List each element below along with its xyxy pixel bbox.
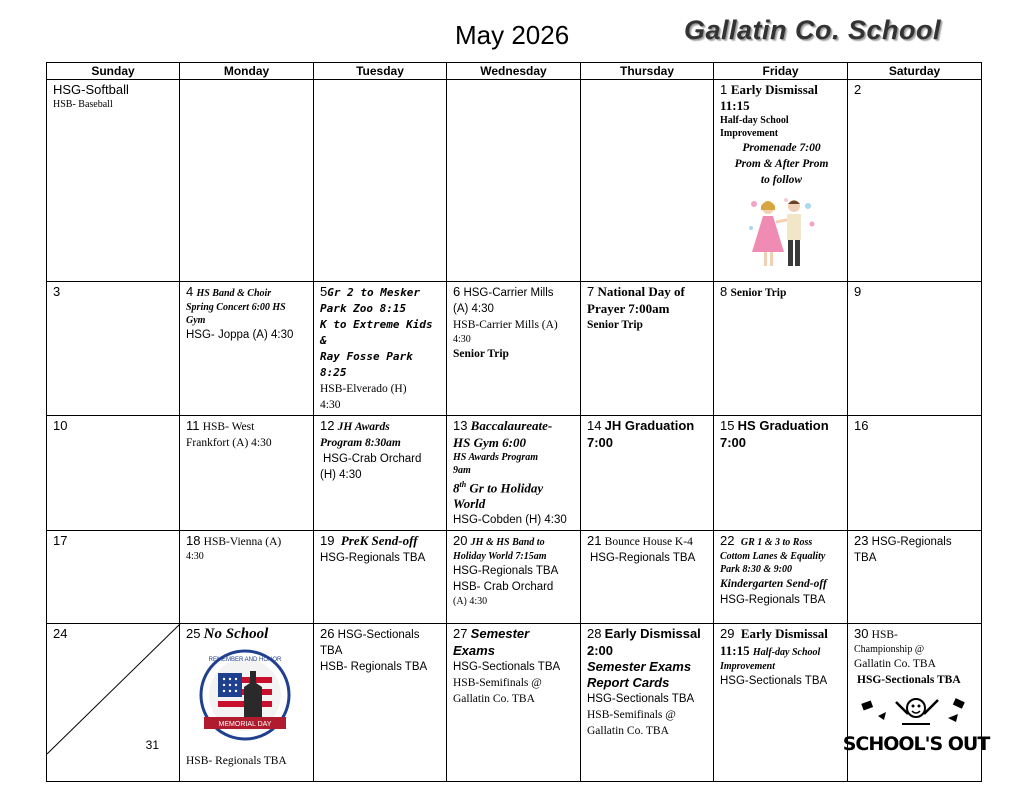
memorial-day-badge — [196, 647, 294, 747]
event-line: Program 8:30am — [320, 437, 401, 449]
event-line: Half-day School — [720, 115, 789, 126]
school-title: Gallatin Co. School — [684, 15, 942, 45]
event-line: TBA — [854, 552, 877, 565]
day-cell-week1-sunday — [47, 80, 180, 282]
day-cell-may-9 — [848, 282, 982, 416]
day-number: 30 — [854, 626, 869, 642]
event-line: JH & HS Band to — [470, 537, 545, 549]
event-line: 11:15 — [720, 643, 750, 659]
day-cell-may-2 — [848, 80, 982, 282]
week-row-2 — [47, 282, 982, 416]
day-number: 2 — [854, 82, 862, 97]
event-line: HSB- West — [202, 421, 255, 433]
weekday-friday: Friday — [714, 63, 848, 80]
day-number: 27 — [453, 626, 468, 642]
event-line: World — [453, 496, 486, 512]
ordinal-suffix: th — [459, 480, 467, 489]
event-line: K to Extreme Kids & — [320, 318, 433, 347]
week-row-3 — [47, 416, 982, 531]
event-line: HSG-Softball — [53, 82, 129, 97]
event-line: HS Awards Program — [453, 452, 539, 463]
day-cell-empty — [581, 80, 714, 282]
day-number: 3 — [53, 284, 61, 299]
day-cell-may-22 — [714, 531, 848, 624]
day-cell-may-18 — [180, 531, 314, 624]
day-cell-may-30 — [842, 624, 990, 782]
day-cell-may-10 — [47, 416, 180, 531]
day-number: 11 — [186, 418, 200, 433]
schools-out-graphic — [842, 694, 990, 758]
day-cell-empty — [447, 80, 581, 282]
event-line: HSG-Regionals TBA — [720, 594, 826, 607]
event-line: Cottom Lanes & Equality — [720, 551, 826, 563]
event-line: JH Awards — [337, 421, 390, 433]
event-line: HSB- Baseball — [53, 99, 113, 110]
event-line: HSB-Elverado (H) — [320, 383, 407, 395]
event-line: 4:30 — [186, 551, 204, 563]
event-line: Prom & After Prom — [734, 158, 829, 170]
event-line: Semester — [470, 626, 530, 642]
event-line: HSG-Sectionals — [337, 629, 420, 642]
day-cell-may-17 — [47, 531, 180, 624]
event-line: HSB-Carrier Mills (A) — [453, 319, 558, 331]
day-cell-may-13 — [447, 416, 581, 531]
week-row-5 — [47, 624, 982, 782]
weekday-tuesday: Tuesday — [314, 63, 447, 80]
day-number: 29 — [720, 626, 735, 642]
day-number: 31 — [145, 738, 159, 753]
event-line: HSG-Regionals TBA — [453, 565, 559, 578]
day-cell-may-29 — [714, 624, 848, 782]
event-line: JH Graduation — [604, 418, 695, 433]
badge-bottom-text: MEMORIAL DAY — [218, 721, 272, 729]
event-line: 2:00 — [587, 643, 614, 659]
event-line: 11:15 — [720, 98, 750, 113]
day-number: 23 — [854, 533, 869, 549]
day-number: 1 — [720, 82, 728, 97]
event-line: Half-day School — [752, 647, 821, 659]
day-number: 25 — [186, 626, 201, 642]
event-line: Early Dismissal — [730, 82, 818, 97]
day-cell-may-16 — [848, 416, 982, 531]
event-line: Gr 2 to Mesker — [327, 286, 420, 299]
event-line: HS Graduation — [737, 418, 829, 433]
event-line: Senior Trip — [730, 287, 787, 299]
event-line: 7:00 — [720, 435, 747, 450]
event-line: HSG-Sectionals TBA — [720, 675, 828, 688]
event-line: HSG-Sectionals TBA — [587, 693, 695, 706]
event-line: Frankfort (A) 4:30 — [186, 437, 272, 449]
event-line: Semester Exams — [587, 659, 692, 675]
day-cell-may-3 — [47, 282, 180, 416]
schools-out-text: SCHOOL'S OUT — [842, 733, 990, 756]
day-cell-may-7 — [581, 282, 714, 416]
event-line: Early Dismissal — [604, 626, 701, 642]
day-cell-may-8 — [714, 282, 848, 416]
day-number: 22 — [720, 533, 735, 549]
week-row-1 — [47, 80, 982, 282]
day-cell-may-24-31 — [47, 624, 180, 782]
day-cell-may-26 — [314, 624, 447, 782]
event-line: HS Band & Choir — [196, 288, 272, 299]
event-line: 7:00 — [587, 435, 614, 450]
day-number: 24 — [53, 626, 68, 642]
event-line: HSB- Regionals TBA — [320, 661, 428, 674]
day-cell-may-15 — [714, 416, 848, 531]
event-line: HSG- Joppa (A) 4:30 — [186, 329, 294, 341]
event-line: 8 — [453, 480, 460, 496]
day-cell-may-20 — [447, 531, 581, 624]
event-line: HSB- Regionals TBA — [186, 755, 287, 768]
weekday-wednesday: Wednesday — [447, 63, 581, 80]
event-line: (H) 4:30 — [320, 469, 362, 481]
event-line: PreK Send-off — [340, 533, 418, 549]
day-cell-may-12 — [314, 416, 447, 531]
event-line: National Day of — [597, 284, 685, 299]
event-line: 9am — [453, 465, 471, 476]
day-cell-may-14 — [581, 416, 714, 531]
split-cell-diagonal — [47, 624, 181, 782]
event-line: Kindergarten Send-off — [720, 578, 827, 591]
day-number: 14 — [587, 418, 602, 433]
event-line: No School — [203, 626, 269, 643]
event-line: GR 1 & 3 to Ross — [740, 537, 813, 549]
weekday-sunday: Sunday — [47, 63, 180, 80]
day-number: 8 — [720, 284, 728, 299]
calendar-grid — [46, 62, 990, 782]
badge-top-text: REMEMBER AND HONOR — [208, 657, 282, 664]
month-title: May 2026 — [455, 20, 570, 50]
day-number: 9 — [854, 284, 862, 299]
event-line: Ray Fosse Park 8:25 — [320, 350, 413, 379]
day-number: 15 — [720, 418, 735, 433]
day-cell-may-25 — [180, 624, 314, 782]
event-line: Prayer 7:00am — [587, 301, 670, 316]
day-cell-may-1 — [714, 80, 848, 282]
day-cell-may-4 — [180, 282, 314, 416]
day-number: 26 — [320, 626, 335, 642]
event-line: 4:30 — [320, 399, 341, 411]
event-line: HSG-Sectionals TBA — [453, 661, 561, 674]
day-number: 20 — [453, 533, 468, 549]
day-cell-may-5 — [314, 282, 447, 416]
event-line: Park Zoo 8:15 — [320, 302, 407, 315]
event-line: Early Dismissal — [740, 626, 828, 642]
day-number: 21 — [587, 533, 602, 549]
day-number: 17 — [53, 533, 68, 549]
event-line: Exams — [453, 643, 495, 659]
day-number: 4 — [186, 284, 194, 299]
day-number: 6 — [453, 284, 461, 299]
event-line: Gallatin Co. TBA — [854, 658, 936, 671]
day-cell-may-28 — [581, 624, 714, 782]
event-line: HSG-Regionals TBA — [320, 552, 426, 565]
day-number: 7 — [587, 284, 595, 299]
day-cell-may-11 — [180, 416, 314, 531]
event-line: Improvement — [720, 661, 775, 673]
event-line: (A) 4:30 — [453, 596, 488, 608]
week-row-4 — [47, 531, 982, 624]
event-line: Gym — [186, 315, 206, 326]
event-line: HS Gym 6:00 — [453, 435, 526, 450]
weekday-header-row — [47, 63, 982, 80]
event-line: Championship @ — [854, 644, 925, 656]
event-line: HSG-Cobden (H) 4:30 — [453, 514, 567, 527]
event-line: HSG-Regionals — [871, 536, 952, 549]
day-cell-may-6 — [447, 282, 581, 416]
prom-couple-illustration — [746, 194, 818, 270]
event-line: HSB-Semifinals @ — [453, 677, 542, 690]
event-line: Promenade 7:00 — [742, 142, 821, 154]
event-line: HSB-Semifinals @ — [587, 709, 676, 722]
weekday-thursday: Thursday — [581, 63, 714, 80]
event-line: Gallatin Co. TBA — [453, 693, 535, 706]
day-number: 13 — [453, 418, 468, 433]
day-number: 10 — [53, 418, 68, 433]
event-line: HSG-Carrier Mills — [463, 287, 554, 299]
event-line: Spring Concert 6:00 HS — [186, 302, 286, 313]
event-line: HSB-Vienna (A) — [203, 536, 282, 549]
day-number: 16 — [854, 418, 869, 433]
weekday-saturday: Saturday — [848, 63, 982, 80]
event-line: to follow — [760, 174, 803, 186]
event-line: HSB- Crab Orchard — [453, 581, 554, 594]
day-cell-empty — [180, 80, 314, 282]
day-number: 28 — [587, 626, 602, 642]
event-line: (A) 4:30 — [453, 303, 494, 315]
weekday-monday: Monday — [180, 63, 314, 80]
day-number: 19 — [320, 533, 335, 549]
day-cell-may-27 — [447, 624, 581, 782]
event-line: Gr to Holiday — [466, 480, 544, 496]
event-line: Senior Trip — [587, 319, 643, 331]
day-cell-may-21 — [581, 531, 714, 624]
event-line: Improvement — [720, 128, 779, 139]
event-line: 4:30 — [453, 334, 471, 345]
day-cell-may-23 — [848, 531, 982, 624]
day-number: 5 — [320, 284, 328, 299]
event-line: Report Cards — [587, 675, 670, 691]
event-line: HSB- — [871, 629, 898, 642]
event-line: Park 8:30 & 9:00 — [720, 564, 792, 576]
day-cell-empty — [314, 80, 447, 282]
event-line: Bounce House K-4 — [604, 536, 693, 549]
event-line: HSG-Sectionals TBA — [857, 674, 961, 687]
day-number: 12 — [320, 418, 335, 433]
event-line: Gallatin Co. TBA — [587, 725, 669, 738]
event-line: HSG-Regionals TBA — [590, 552, 696, 565]
event-line: Holiday World 7:15am — [453, 551, 547, 563]
event-line: HSG-Crab Orchard — [323, 453, 422, 465]
day-number: 18 — [186, 533, 201, 549]
event-line: Baccalaureate- — [470, 418, 553, 433]
day-cell-may-19 — [314, 531, 447, 624]
event-line: Senior Trip — [453, 348, 509, 360]
event-line: TBA — [320, 645, 343, 658]
